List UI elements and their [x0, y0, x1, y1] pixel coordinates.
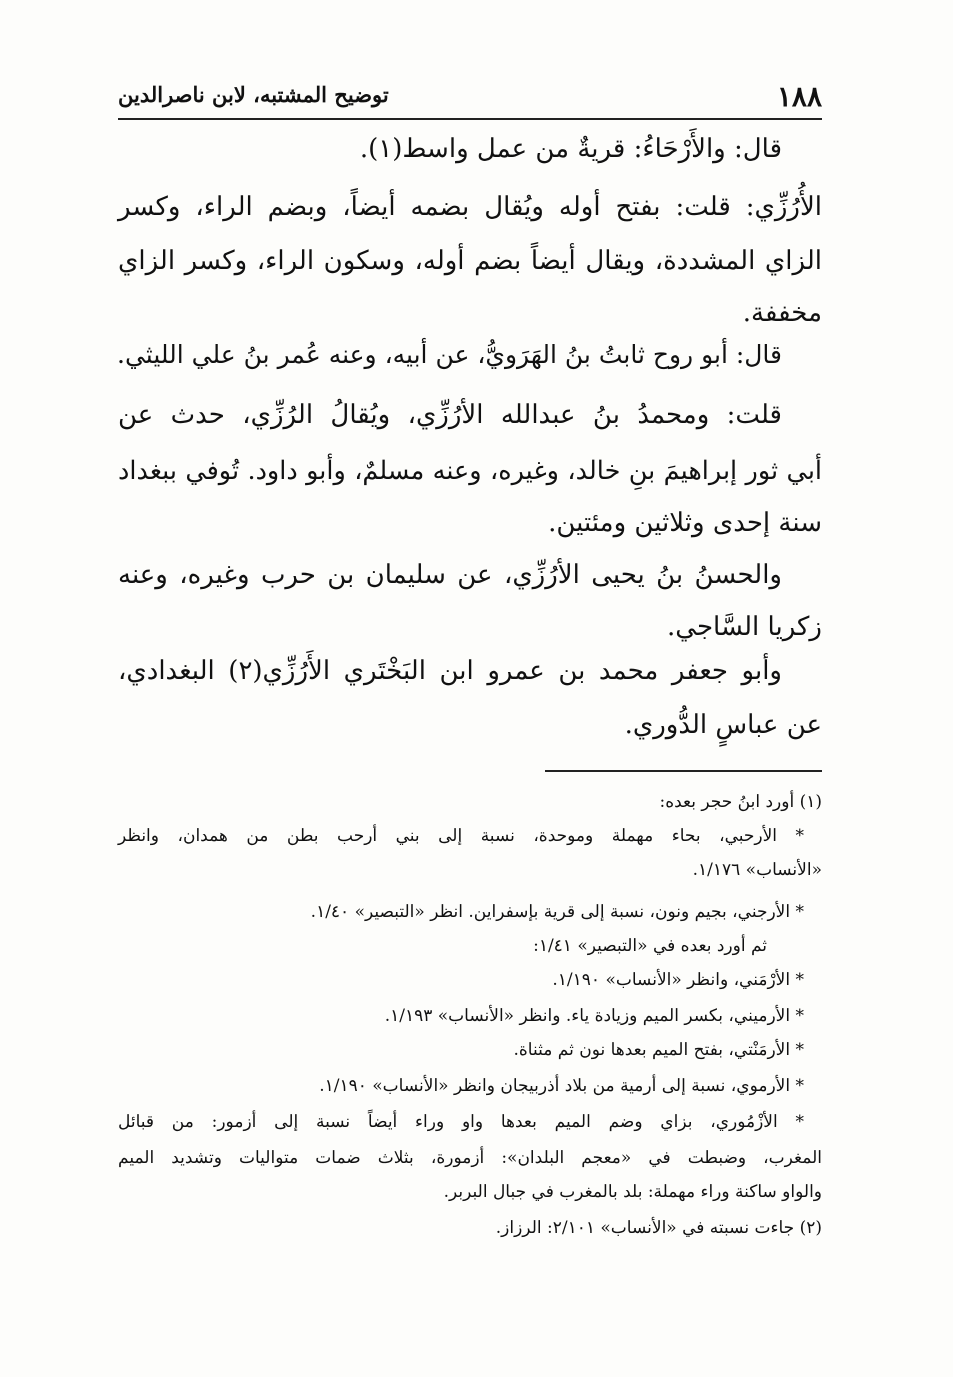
footnote-line: * الأرموي، نسبة إلى أرمية من بلاد أذربيجان وانظر «الأنساب» ١/١٩٠. [319, 1076, 804, 1096]
footnote-line: * الأزْمُوري، بزاي وضم الميم بعدها واو وراء أيضاً نسبة إلى أزمور: من قبائل [118, 1112, 804, 1132]
footnote-line: * الأرحبي، بحاء مهملة وموحدة، نسبة إلى بني أرحب بطن من همدان، وانظر [118, 826, 804, 846]
text-line: الزاي المشددة، ويقال أيضاً بضم أوله، وسكون الراء، وكسر الزاي [118, 246, 822, 276]
footnote-line: * الأرميني، بكسر الميم وزيادة ياء. وانظر «الأنساب» ١/١٩٣. [384, 1006, 804, 1026]
text-line: سنة إحدى وثلاثين ومئتين. [548, 508, 822, 538]
header-rule [118, 118, 822, 120]
footnote-line: * الأرْمَني، وانظر «الأنساب» ١/١٩٠. [552, 970, 804, 990]
footnote-line: ثم أورد بعده في «التبصير» ١/٤١: [533, 936, 767, 956]
text-line: قال: والأَرْحَاءُ: قريةٌ من عمل واسط(١). [359, 134, 782, 164]
footnote-line: * الأرمَنْتي، بفتح الميم بعدها نون ثم مثناة. [513, 1040, 804, 1060]
footnote-line: (١) أورد ابنُ حجر بعده: [659, 792, 822, 812]
text-line: قال: أبو روح ثابتُ بنُ الهَرَويُّ، عن أبيه، وعنه عُمر بنُ علي الليثي. [117, 340, 782, 369]
text-line: زكريا السَّاجي. [667, 612, 822, 642]
text-line: الأُرُزِّي: قلت: بفتح أوله ويُقال بضمه أيضاً، وبضم الراء، وكسر [118, 192, 822, 222]
footnote-line: (٢) جاءت نسبته في «الأنساب» ٢/١٠١: الرزاز. [495, 1218, 822, 1238]
text-line: عن عباسٍ الدُّوري. [624, 710, 822, 740]
page-number: ١٨٨ [776, 80, 822, 113]
footnote-line: والواو ساكنة وراء مهملة: بلد بالمغرب في جبال البربر. [443, 1182, 822, 1202]
footnote-line: * الأرجني، بجيم ونون، نسبة إلى قرية بإسفراين. انظر «التبصير» ١/٤٠. [310, 902, 804, 922]
text-line: قلت: ومحمدُ بنُ عبدالله الأرُزِّي، ويُقالُ الرُزِّي، حدث عن [118, 400, 782, 430]
footnote-line: المغرب، وضبطت في «معجم البلدان»: أزمورة، بثلاث ضمات متواليات وتشديد الميم [118, 1148, 822, 1168]
footnote-rule [545, 770, 822, 772]
text-line: أبي ثور إبراهيمَ بنِ خالد، وغيره، وعنه مسلمٌ، وأبو داود. تُوفي ببغداد [118, 456, 822, 486]
text-line: مخففة. [742, 298, 822, 328]
text-line: والحسنُ بنُ يحيى الأرُزِّي، عن سليمان بن حرب وغيره، وعنه [118, 560, 782, 590]
running-title: توضيح المشتبه، لابن ناصرالدين [118, 82, 389, 107]
page-header [118, 70, 822, 116]
text-line: وأبو جعفر محمد بن عمرو ابن البَخْتَري الأَرُزِّي(٢) البغدادي، [118, 656, 782, 686]
footnote-line: «الأنساب» ١/١٧٦. [692, 860, 822, 880]
